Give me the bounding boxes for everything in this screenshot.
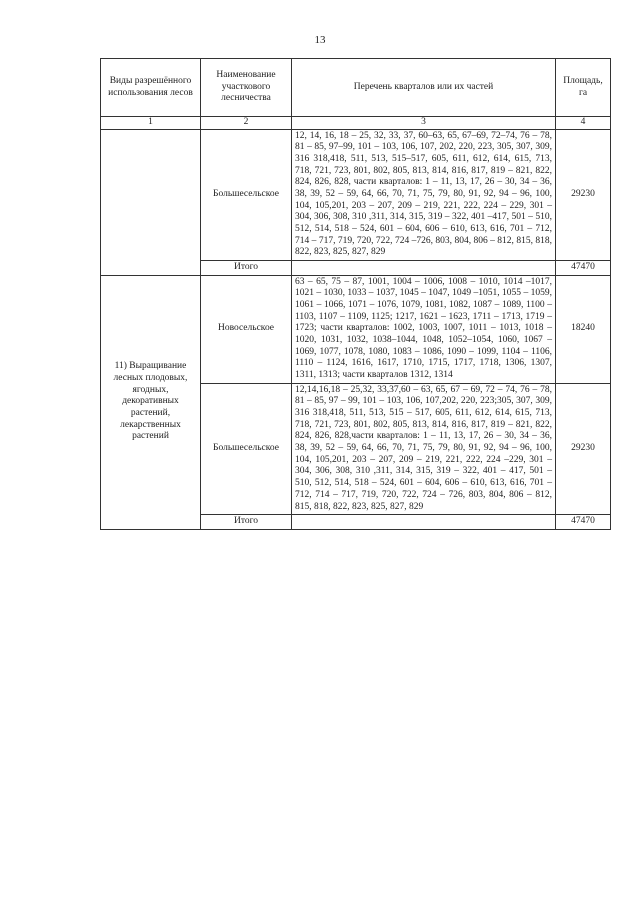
total-label: Итого xyxy=(201,261,292,276)
total-quarters-empty xyxy=(292,261,556,276)
column-number-1: 1 xyxy=(101,117,201,130)
area-value: 18240 xyxy=(556,275,611,383)
total-label: Итого xyxy=(201,515,292,530)
table-header-row xyxy=(101,59,611,117)
total-value: 47470 xyxy=(556,515,611,530)
quarters-list: 12,14,16,18 – 25,32, 33,37,60 – 63, 65, 67 – 69, 72 – 74, 76 – 78, 81 – 85, 97 – 99, 101 – 103, 106, 107,202, 220, 223;305, 307, 309, 316 318,418, 511, 513, 515 – 517, 605, 611, 612, 614, 615, 713, 718, 721, 723, 801, 802, 805, 813, 814, 816, 817, 819 – 821, 822, 824, 826, 828,части кварталов: 1 – 11, 13, 17, 26 – 30, 34 – 36, 38, 39, 52 – 59, 64, 66, 70, 71, 75, 79, 80, 91, 92, 94 – 96, 100, 104, 105,201, 203 – 207, 209 – 219, 221, 222, 224 –229, 301 – 304, 306, 308, 310 ,311, 314, 315, 319 – 322, 401 – 417, 501 – 510, 512, 514, 518 – 524, 601 – 604, 606 – 610, 613, 616, 701 – 712, 714 – 717, 719, 720, 722, 724 – 726, 803, 804, 806 – 812, 815, 818, 822, 823, 825, 827, 829 xyxy=(292,383,556,514)
use-type-cell-empty xyxy=(101,129,201,275)
quarters-list: 12, 14, 16, 18 – 25, 32, 33, 37, 60–63, 65, 67–69, 72–74, 76 – 78, 81 – 85, 97–99, 101 – 103, 106, 107, 202, 220, 223, 305, 307, 309, 316 318,418, 511, 513, 515–517, 605, 611, 612, 614, 615, 713, 718, 721, 723, 801, 802, 805, 813, 814, 816, 817, 819 – 821, 822, 824, 826, 828, части кварталов: 1 – 11, 13, 17, 26 – 30, 34 – 36, 38, 39, 52 – 59, 64, 66, 70, 71, 75, 79, 80, 91, 92, 94 – 96, 100, 104, 105,201, 203 – 207, 209 – 219, 221, 222, 224 – 229, 301 – 304, 306, 308, 310 ,311, 314, 315, 319 – 322, 401 –417, 501 – 510, 512, 514, 518 – 524, 601 – 604, 606 – 610, 613, 616, 701 – 712, 714 – 717, 719, 720, 722, 724 –726, 803, 804, 806 – 812, 815, 818, 822, 823, 825, 827, 829 xyxy=(292,129,556,260)
column-number-2: 2 xyxy=(201,117,292,130)
total-value: 47470 xyxy=(556,261,611,276)
column-number-4: 4 xyxy=(556,117,611,130)
forestry-name: Большесельское xyxy=(201,129,292,260)
header-use-types: Виды разрешённого использования лесов xyxy=(101,59,201,117)
area-value: 29230 xyxy=(556,383,611,514)
page-number: 13 xyxy=(314,34,326,46)
table-row xyxy=(101,275,611,383)
header-forestry-name: Наименование участкового лесничества xyxy=(201,59,292,117)
total-quarters-empty xyxy=(292,515,556,530)
column-number-row xyxy=(101,117,611,130)
column-number-3: 3 xyxy=(292,117,556,130)
forestry-name: Новосельское xyxy=(201,275,292,383)
quarters-list: 63 – 65, 75 – 87, 1001, 1004 – 1006, 1008 – 1010, 1014 –1017, 1021 – 1030, 1033 – 1037, 1045 – 1047, 1049 –1051, 1055 – 1059, 1061 – 1066, 1071 – 1076, 1079, 1081, 1082, 1087 – 1089, 1100 – 1103, 1107 – 1109, 1125; 1217, 1621 – 1623, 1711 – 1713, 1719 – 1723; части кварталов: 1002, 1003, 1007, 1011 – 1013, 1018 –1020, 1031, 1032, 1038–1044, 1048, 1052–1054, 1060, 1067 – 1069, 1077, 1078, 1080, 1083 – 1086, 1090 – 1099, 1104 – 1106, 1110 – 1124, 1616, 1617, 1710, 1715, 1717, 1718, 1306, 1307, 1311, 1313; части кварталов 1312, 1314 xyxy=(292,275,556,383)
forest-quarters-table xyxy=(100,58,611,530)
header-quarters-list: Перечень кварталов или их частей xyxy=(292,59,556,117)
use-type: 11) Выращивание лесных плодовых, ягодных, декоративных растений, лекарственных растений xyxy=(101,275,201,529)
forestry-name: Большесельское xyxy=(201,383,292,514)
table-row xyxy=(101,129,611,260)
area-value: 29230 xyxy=(556,129,611,260)
header-area: Площадь, га xyxy=(556,59,611,117)
